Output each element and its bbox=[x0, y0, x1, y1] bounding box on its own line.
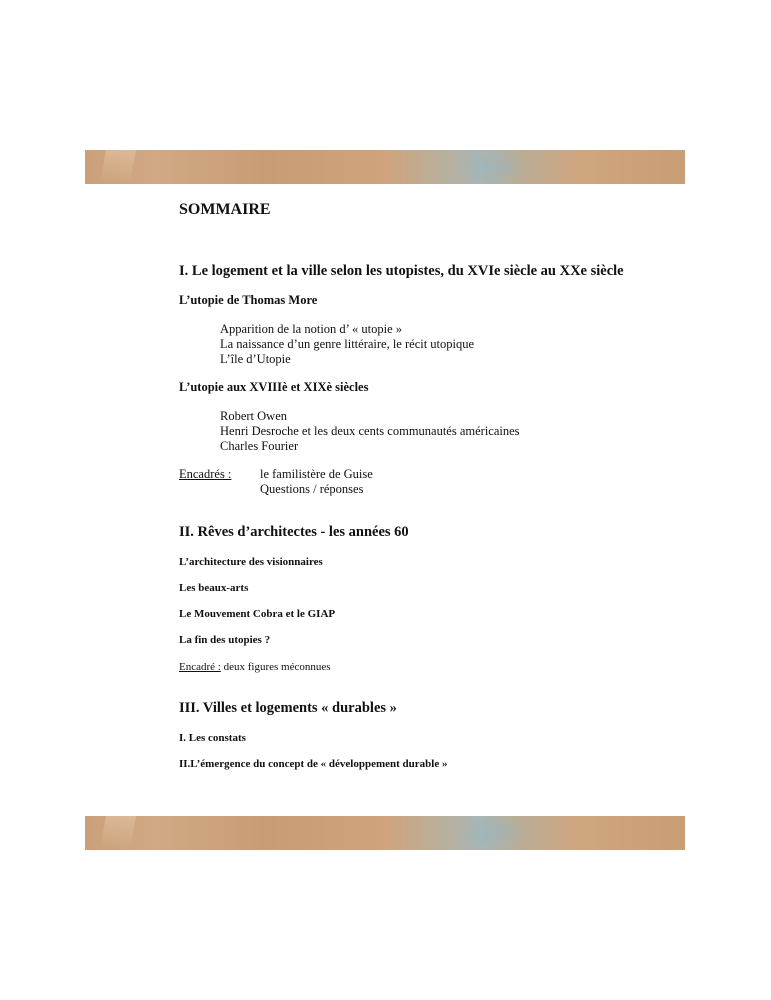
encadres-label: Encadrés : bbox=[179, 467, 232, 481]
part1-sub2-item: Henri Desroche et les deux cents communautés américaines bbox=[220, 424, 520, 438]
part2-item: L’architecture des visionnaires bbox=[179, 556, 323, 568]
encadres-item: le familistère de Guise bbox=[260, 467, 373, 481]
part2-item: Le Mouvement Cobra et le GIAP bbox=[179, 608, 336, 620]
part1-sub1-item: La naissance d’un genre littéraire, le récit utopique bbox=[220, 337, 475, 351]
part3-item: I. Les constats bbox=[179, 732, 246, 744]
encadre-text: deux figures méconnues bbox=[220, 661, 331, 673]
part2-encadre bbox=[179, 661, 331, 673]
part1-sub1-item: Apparition de la notion d’ « utopie » bbox=[220, 322, 403, 336]
part1-sub2-item: Charles Fourier bbox=[220, 439, 299, 453]
page-title: SOMMAIRE bbox=[179, 201, 271, 218]
part2-item: Les beaux-arts bbox=[179, 582, 249, 594]
bottom-decorative-band bbox=[85, 816, 685, 850]
part1-heading: I. Le logement et la ville selon les utopistes, du XVIe siècle au XXe siècle bbox=[179, 263, 624, 279]
part3-item: II.L’émergence du concept de « développement durable » bbox=[179, 758, 448, 770]
encadre-label: Encadré : bbox=[179, 661, 221, 673]
part2-item: La fin des utopies ? bbox=[179, 634, 271, 646]
part1-sub1-item: L’île d’Utopie bbox=[220, 352, 291, 366]
top-decorative-band bbox=[85, 150, 685, 184]
part1-sub2-heading: L’utopie aux XVIIIè et XIXè siècles bbox=[179, 380, 369, 394]
part1-sub2-item: Robert Owen bbox=[220, 409, 287, 423]
part3-heading: III. Villes et logements « durables » bbox=[179, 700, 397, 716]
part2-heading: II. Rêves d’architectes - les années 60 bbox=[179, 524, 409, 540]
encadres-item: Questions / réponses bbox=[260, 482, 364, 496]
part1-sub1-heading: L’utopie de Thomas More bbox=[179, 293, 318, 307]
